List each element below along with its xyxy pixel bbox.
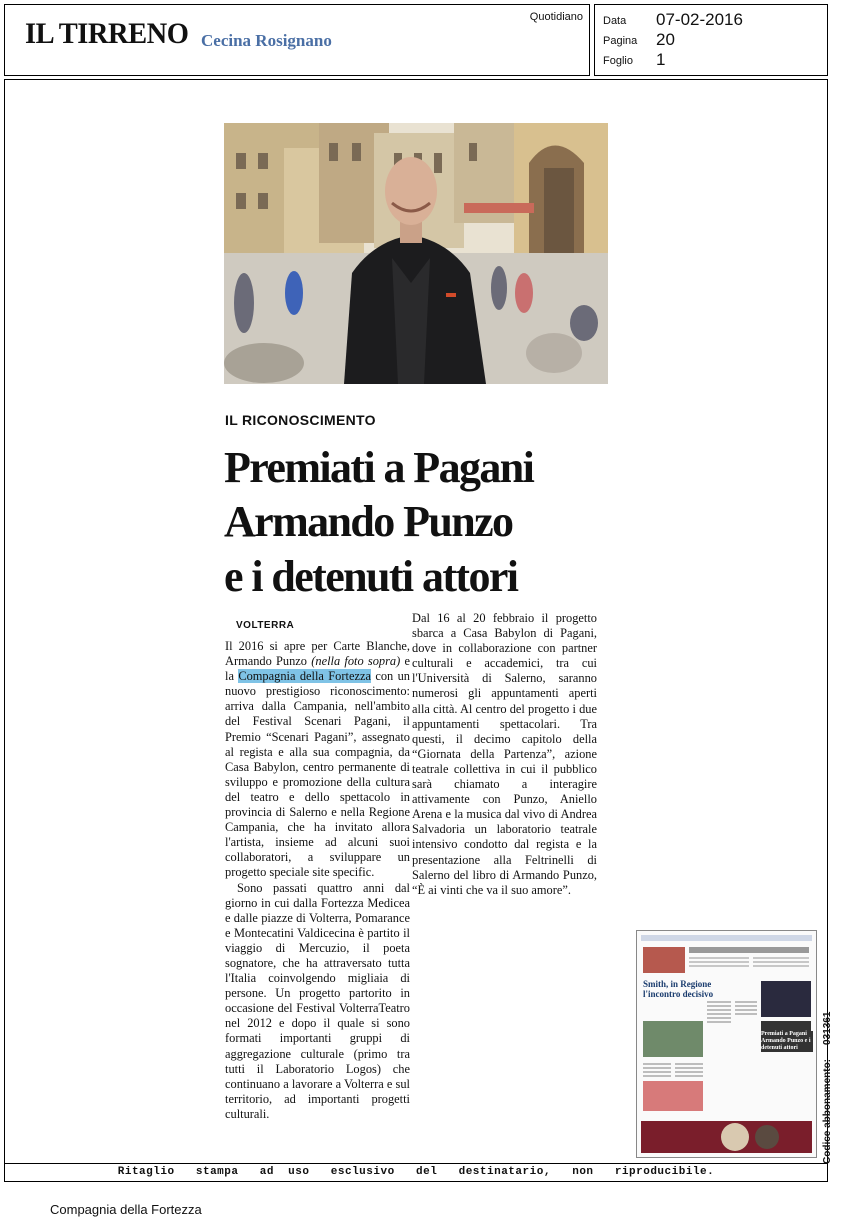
headline-line-2: Armando Punzo <box>224 497 513 546</box>
clipping-tag: Compagnia della Fortezza <box>50 1202 202 1217</box>
article-kicker: IL RICONOSCIMENTO <box>225 412 376 428</box>
meta-page <box>603 30 675 49</box>
publication-type: Quotidiano <box>529 11 583 23</box>
masthead-box <box>4 4 590 76</box>
page-label: Pagina <box>603 35 638 47</box>
article-column-1 <box>225 639 410 1122</box>
headline-line-1: Premiati a Pagani <box>224 443 534 492</box>
reproduction-notice: Ritaglio stampa ad uso esclusivo del destinatario, non riproducibile. <box>4 1164 828 1182</box>
paragraph-2: Sono passati quattro anni dal giorno in cui dalla Fortezza Medicea e dalle piazze di Volterra, Pomarance e Montecatini Valdicecina è partito il viaggio di Mercuzio, il poeta sognatore, che ha attraversato tutta l'Italia coinvolgendo migliaia di persone. Un progetto partorito in occasione del Festival VolterraTeatro nel 2012 e dopo il quale si sono formati importanti gruppi di aggregazione culturale (primo tra tutti il Laboratorio Logos) che continuano a lavorare a Volterra e sul territorio, ad importanti progetti culturali. <box>225 880 410 1121</box>
page-thumbnail <box>636 930 817 1158</box>
article-column-2 <box>412 611 597 898</box>
subscription-code <box>822 1012 833 1164</box>
thumbnail-headline: Smith, in Regione l'incontro decisivo <box>643 979 714 999</box>
sheet-label: Foglio <box>603 55 633 67</box>
highlighted-company-name: Compagnia della Fortezza <box>238 669 371 684</box>
meta-box <box>594 4 828 76</box>
date-label: Data <box>603 15 627 27</box>
subscription-code-value: 031361 <box>822 1011 833 1045</box>
meta-date <box>603 10 743 29</box>
paragraph-1 <box>225 639 410 881</box>
thumbnail-article-headline: Premiati a Pagani Armando Punzo e i detenuti attori <box>761 1031 813 1052</box>
paragraph-1-text-c: con un nuovo prestigioso riconoscimento: arriva dalla Campania, nell'ambito del Festival Scenari Pagani, il Premio “Scenari Pagani”, assegnato al regista e alla sua compagnia, da Casa Babylon, centro permanente di sviluppo e promozione della cultura del teatro e dello spettacolo in provincia di Salerno e nella Regione Campania, che ha invitato allora l'artista, insieme ad alcuni suoi collaboratori, a sviluppare un progetto speciale site specific. <box>225 669 410 880</box>
paragraph-1-text-b: e la <box>225 654 410 684</box>
date-value: 07-02-2016 <box>656 10 743 29</box>
headline-line-3: e i detenuti attori <box>224 552 518 601</box>
photo-illustration <box>224 123 608 384</box>
paragraph-1-text-a: Il 2016 si apre per Carte Blanche, Armando Punzo <box>225 639 410 669</box>
article-dateline: VOLTERRA <box>236 620 295 631</box>
newspaper-logo: IL TIRRENO <box>25 17 189 50</box>
meta-sheet <box>603 50 666 69</box>
article-photo <box>224 123 608 384</box>
subscription-code-label: Codice abbonamento: <box>822 1058 833 1164</box>
page-value: 20 <box>656 30 675 49</box>
edition-name: Cecina Rosignano <box>201 31 332 50</box>
sheet-value: 1 <box>656 50 666 69</box>
paragraph-3: Dal 16 al 20 febbraio il progetto sbarca a Casa Babylon di Pagani, dove in collaborazione con partner culturali e accademici, tra cui l'Università di Salerno, saranno numerosi gli appuntamenti aperti alla città. Al centro del progetto i due appuntamenti spettacolari. Tra questi, il decimo capitolo della “Giornata della Partenza”, azione teatrale collettiva in cui il pubblico sarà chiamato a interagire attivamente con Punzo, Aniello Arena e la musica dal vivo di Andrea Salvadoria un laboratorio teatrale intensivo condotto dal regista e la presentazione alla Feltrinelli di Salerno del libro di Armando Punzo, “È ai vinti che va il suo amore”. <box>412 611 597 897</box>
photo-reference: (nella foto sopra) <box>311 654 401 669</box>
